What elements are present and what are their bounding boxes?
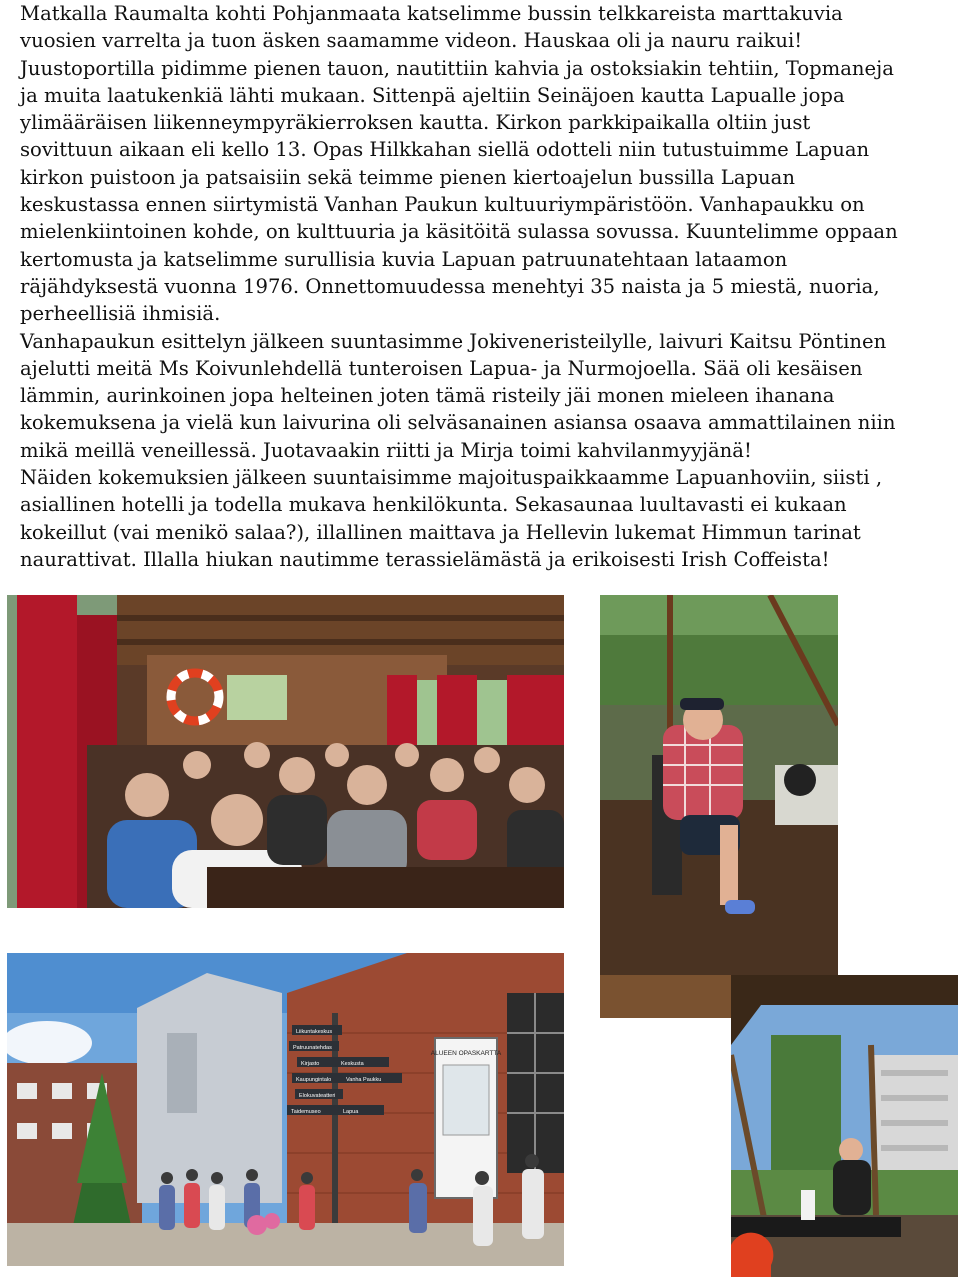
area-map-title: ALUEEN OPASKARTTA <box>430 1050 502 1057</box>
coffee-seller-illustration <box>731 975 958 1277</box>
text-line: naurattivat. Illalla hiukan nautimme terassielämästä ja erikoisesti Irish Coffeista! <box>20 547 830 571</box>
photo-vanha-paukku-courtyard <box>7 953 564 1266</box>
text-line: lämmin, aurinkoinen jopa helteinen joten tämä risteily jäi monen mieleen ihanana <box>20 384 835 408</box>
sign-label: Taidemuseo <box>291 1109 321 1115</box>
sign-label: Lapua <box>343 1109 359 1115</box>
text-line: mikä meillä veneillessä. Juotavaakin riitti ja Mirja toimi kahvilanmyyjänä! <box>20 438 752 462</box>
text-line: asiallinen hotelli ja todella mukava henkilökunta. Sekasaunaa luultavasti ei kukaan <box>20 493 847 517</box>
photo-coffee-seller <box>731 975 958 1277</box>
text-line: kertomusta ja katselimme surullisia kuvia Lapuan patruunatehtaan lataamon <box>20 247 788 271</box>
text-line: mielenkiintoinen kohde, on kulttuuria ja käsitöitä sulassa sovussa. Kuuntelimme oppaan <box>20 220 898 244</box>
text-line: Juustoportilla pidimme pienen tauon, nautittiin kahvia ja ostoksiakin tehtiin, Topmaneja <box>20 56 894 80</box>
photo-boat-cabin-passengers <box>7 595 564 908</box>
skipper-illustration <box>600 595 838 1018</box>
courtyard-illustration <box>7 953 564 1266</box>
sign-label: Keskusta <box>341 1061 364 1067</box>
text-line: kokeillut (vai menikö salaa?), illallinen maittava ja Hellevin lukemat Himmun tarinat <box>20 520 861 544</box>
boat-cabin-illustration <box>7 595 564 908</box>
sign-label: Liikuntakeskus <box>296 1029 333 1035</box>
text-line: ajelutti meitä Ms Koivunlehdellä tunteroisen Lapua- ja Nurmojoella. Sää oli kesäisen <box>20 356 863 380</box>
sign-label: Elokuvateatteri <box>299 1093 336 1099</box>
text-line: perheellisiä ihmisiä. <box>20 302 221 326</box>
text-line: kokemuksena ja vielä kun laivurina oli selväsanainen asiansa osaava ammattilainen niin <box>20 411 896 435</box>
sign-label: Kirjasto <box>301 1061 320 1067</box>
text-line: ylimääräisen liikenneympyräkierroksen kautta. Kirkon parkkipaikalla oltiin just <box>20 111 811 135</box>
text-line: ja muita laatukenkiä lähti mukaan. Sittenpä ajeltiin Seinäjoen kautta Lapualle jopa <box>20 83 845 107</box>
text-line: Matkalla Raumalta kohti Pohjanmaata katselimme bussin telkkareista marttakuvia <box>20 2 843 25</box>
photo-skipper-at-helm <box>600 595 838 1018</box>
text-line: vuosien varrelta ja tuon äsken saamamme videon. Hauskaa oli ja nauru raikui! <box>20 29 803 53</box>
sign-label: Kaupungintalo <box>296 1077 332 1083</box>
text-line: sovittuun aikaan eli kello 13. Opas Hilkkahan siellä odotteli niin tutustuimme Lapuan <box>20 138 870 162</box>
article-text <box>20 0 950 573</box>
sign-label: Vanha Paukku <box>346 1077 382 1083</box>
text-line: Vanhapaukun esittelyn jälkeen suuntasimme Jokiveneristeilylle, laivuri Kaitsu Pöntinen <box>20 329 887 353</box>
sign-label: Patruunatehdas <box>293 1045 332 1051</box>
text-line: räjähdyksestä vuonna 1976. Onnettomuudessa menehtyi 35 naista ja 5 miestä, nuoria, <box>20 274 880 298</box>
text-line: Näiden kokemuksien jälkeen suuntaisimme majoituspaikkaamme Lapuanhoviin, siisti , <box>20 466 883 490</box>
text-line: kirkon puistoon ja patsaisiin sekä teimme pienen kiertoajelun bussilla Lapuan <box>20 165 795 189</box>
text-line: keskustassa ennen siirtymistä Vanhan Paukun kultuuriympäristöön. Vanhapaukku on <box>20 193 865 217</box>
